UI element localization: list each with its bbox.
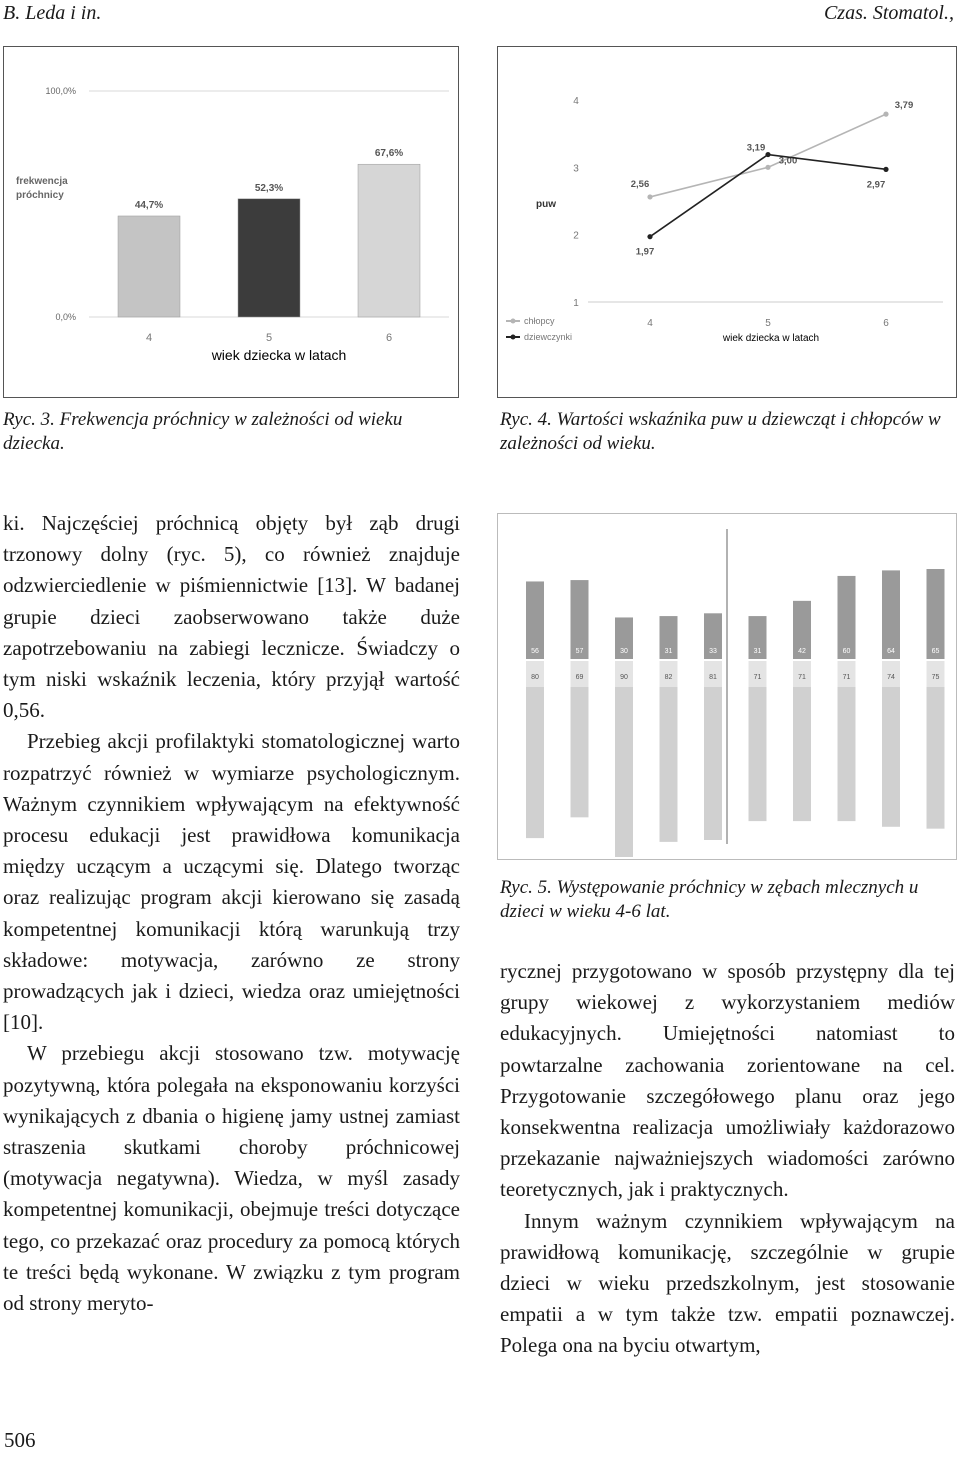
right-text-column [500,956,955,1362]
fig5-bottom-label: 69 [575,674,584,681]
fig5-bottom-label: 71 [753,674,762,681]
running-header-authors: B. Leda i in. [3,2,102,24]
figure-3-chart [4,47,458,397]
fig5-upper-bar [882,570,900,659]
fig5-bottom-label: 75 [931,674,940,681]
fig3-y-label-2: próchnicy [16,190,64,201]
fig5-upper-bar [927,569,945,659]
fig5-lower-bar [526,687,544,838]
paragraph: W przebiegu akcji stosowano tzw. motywację pozytywną, która polegała na eksponowaniu korzyści wynikających z dbania o higienę jamy ustnej zamiast straszenia skutkami choroby próchnicowej (motywacja negatywna). Wiedza, w myśl zasady kompetentnej komunikacji, obejmuje treści dotyczące tego, co przekazać oraz procedury za pomocą których te treści będą wykonane. W związku z tym program od strony meryto- [3,1041,460,1316]
fig5-lower-bar [793,687,811,821]
page-number: 506 [4,1428,36,1452]
fig5-bottom-label: 81 [709,674,717,681]
fig4-x-axis-title: wiek dziecka w latach [722,333,820,344]
figure-5-chart [498,514,956,859]
paragraph: Innym ważnym czynnikiem wpływającym na prawidłową komunikację, szczególnie w grupie dzieci w wieku przedszkolnym, jest stosowanie empatii a w tym także tzw. empatii poznawczej. Polega ona na byciu otwartym, [500,1208,955,1358]
fig5-lower-bar [882,687,900,827]
fig4-x-tick: 4 [647,318,653,329]
fig3-ytick-top: 100,0% [45,86,76,96]
figure-3-caption: Ryc. 3. Frekwencja próchnicy w zależności od wieku dziecka. [3,409,403,454]
fig5-upper-bar [838,576,856,659]
fig5-lower-bar [927,687,945,829]
fig5-bottom-label: 71 [798,674,806,681]
fig3-x-tick: 6 [385,332,393,344]
fig4-point-label: 3,00 [778,155,798,167]
fig4-point [883,167,888,172]
fig4-point-label: 3,19 [746,142,766,154]
fig5-lower-bar [704,687,722,840]
fig5-top-label: 64 [887,648,895,655]
left-text-column [3,508,460,1319]
fig3-x-axis-title: wiek dziecka w latach [211,347,347,363]
fig4-x-tick: 6 [883,318,889,329]
paragraph: rycznej przygotowano w sposób przystępny dla tej grupy wiekowej z wykorzystaniem mediów edukacyjnych. Umiejętności natomiast to powtarzalne zachowania zorientowane na cel. Przygotowanie szczegółowego planu oraz jego konsekwentna realizacja umożliwiały każdorazowo przekazanie najważniejszych wiadomości zarówno teoretycznych, jak i praktycznych. [500,959,955,1202]
figure-3 [3,46,459,398]
fig5-bottom-label: 74 [887,674,895,681]
fig4-y-tick: 1 [573,298,579,309]
figure-4 [497,46,957,398]
fig4-x-tick: 5 [765,318,771,329]
fig5-bottom-label: 80 [531,674,539,681]
fig4-point-label: 3,79 [894,100,914,112]
fig5-bottom-label: 82 [664,674,673,681]
figure-4-chart [498,47,956,397]
fig5-top-label: 42 [798,648,806,655]
fig5-top-label: 31 [664,648,673,655]
fig5-lower-bar [571,687,589,817]
fig3-bar-6 [358,164,420,317]
fig3-value-label: 67,6% [374,148,404,160]
fig5-top-label: 60 [842,648,851,655]
fig5-top-label: 65 [931,648,940,655]
fig4-legend-girls: dziewczynki [524,332,573,342]
fig4-point-label: 1,97 [635,246,655,258]
fig4-point [647,234,652,239]
fig5-top-label: 33 [709,648,717,655]
fig5-bottom-label: 90 [620,674,628,681]
fig5-lower-bar [749,687,767,821]
fig4-y-tick: 4 [573,96,579,107]
figure-4-caption: Ryc. 4. Wartości wskaźnika puw u dziewcząt i chłopców w zależności od wieku. [500,409,941,454]
fig5-top-label: 31 [753,648,762,655]
fig3-y-label-1: frekwencja [16,176,68,187]
figure-5-caption: Ryc. 5. Występowanie próchnicy w zębach mlecznych u dzieci w wieku 4-6 lat. [500,877,919,922]
fig5-lower-bar [660,687,678,842]
paragraph: ki. Najczęściej próchnicą objęty był ząb drugi trzonowy dolny (ryc. 5), co również znajduje odzwierciedlenie w piśmiennictwie [13]. W badanej grupie dzieci zaobserwowano także duże zapotrzebowaniu na zabiegi lecznicze. Świadczy o tym niski wskaźnik leczenia, który przyjął wartość 0,56. [3,511,460,723]
fig5-lower-bar [838,687,856,821]
fig4-point [765,165,770,170]
fig4-legend [506,316,572,342]
fig3-x-tick: 4 [145,332,153,344]
fig4-y-axis-title: puw [536,199,556,210]
fig3-x-tick: 5 [265,332,273,344]
fig4-y-tick: 2 [573,230,579,242]
fig5-top-label: 30 [620,648,628,655]
figure-5 [497,513,957,860]
fig3-ytick-bottom: 0,0% [55,312,76,322]
paragraph: Przebieg akcji profilaktyki stomatologicznej warto rozpatrzyć również w wymiarze psychologicznym. Ważnym czynnikiem wpływającym na efektywność procesu edukacji jest prawidłowa komunikacja między uczącym a uczącymi się. Dlatego tworząc oraz realizując program akcji kierowano się zasadą kompetentnej komunikacji którą warunkują trzy składowe: motywacja, zarówno ze strony prowadzących jak i dzieci, wiedza oraz umiejętności [10]. [3,729,460,1035]
running-header-journal: Czas. Stomatol., [823,2,954,24]
fig4-point-label: 2,56 [630,178,650,190]
fig4-point-label: 2,97 [866,179,886,191]
fig3-bar-4 [118,216,180,317]
fig5-lower-bar [615,687,633,857]
fig3-value-label: 52,3% [254,182,284,194]
fig4-y-tick: 3 [573,163,579,175]
fig5-top-label: 57 [575,648,584,655]
fig4-point [883,112,888,117]
fig4-point [647,194,652,199]
fig3-bar-5 [238,199,300,317]
fig5-top-label: 56 [531,648,539,655]
fig4-legend-boys: chłopcy [524,316,555,326]
fig5-bottom-label: 71 [842,674,851,681]
fig3-value-label: 44,7% [134,199,164,211]
fig4-point [765,152,770,157]
